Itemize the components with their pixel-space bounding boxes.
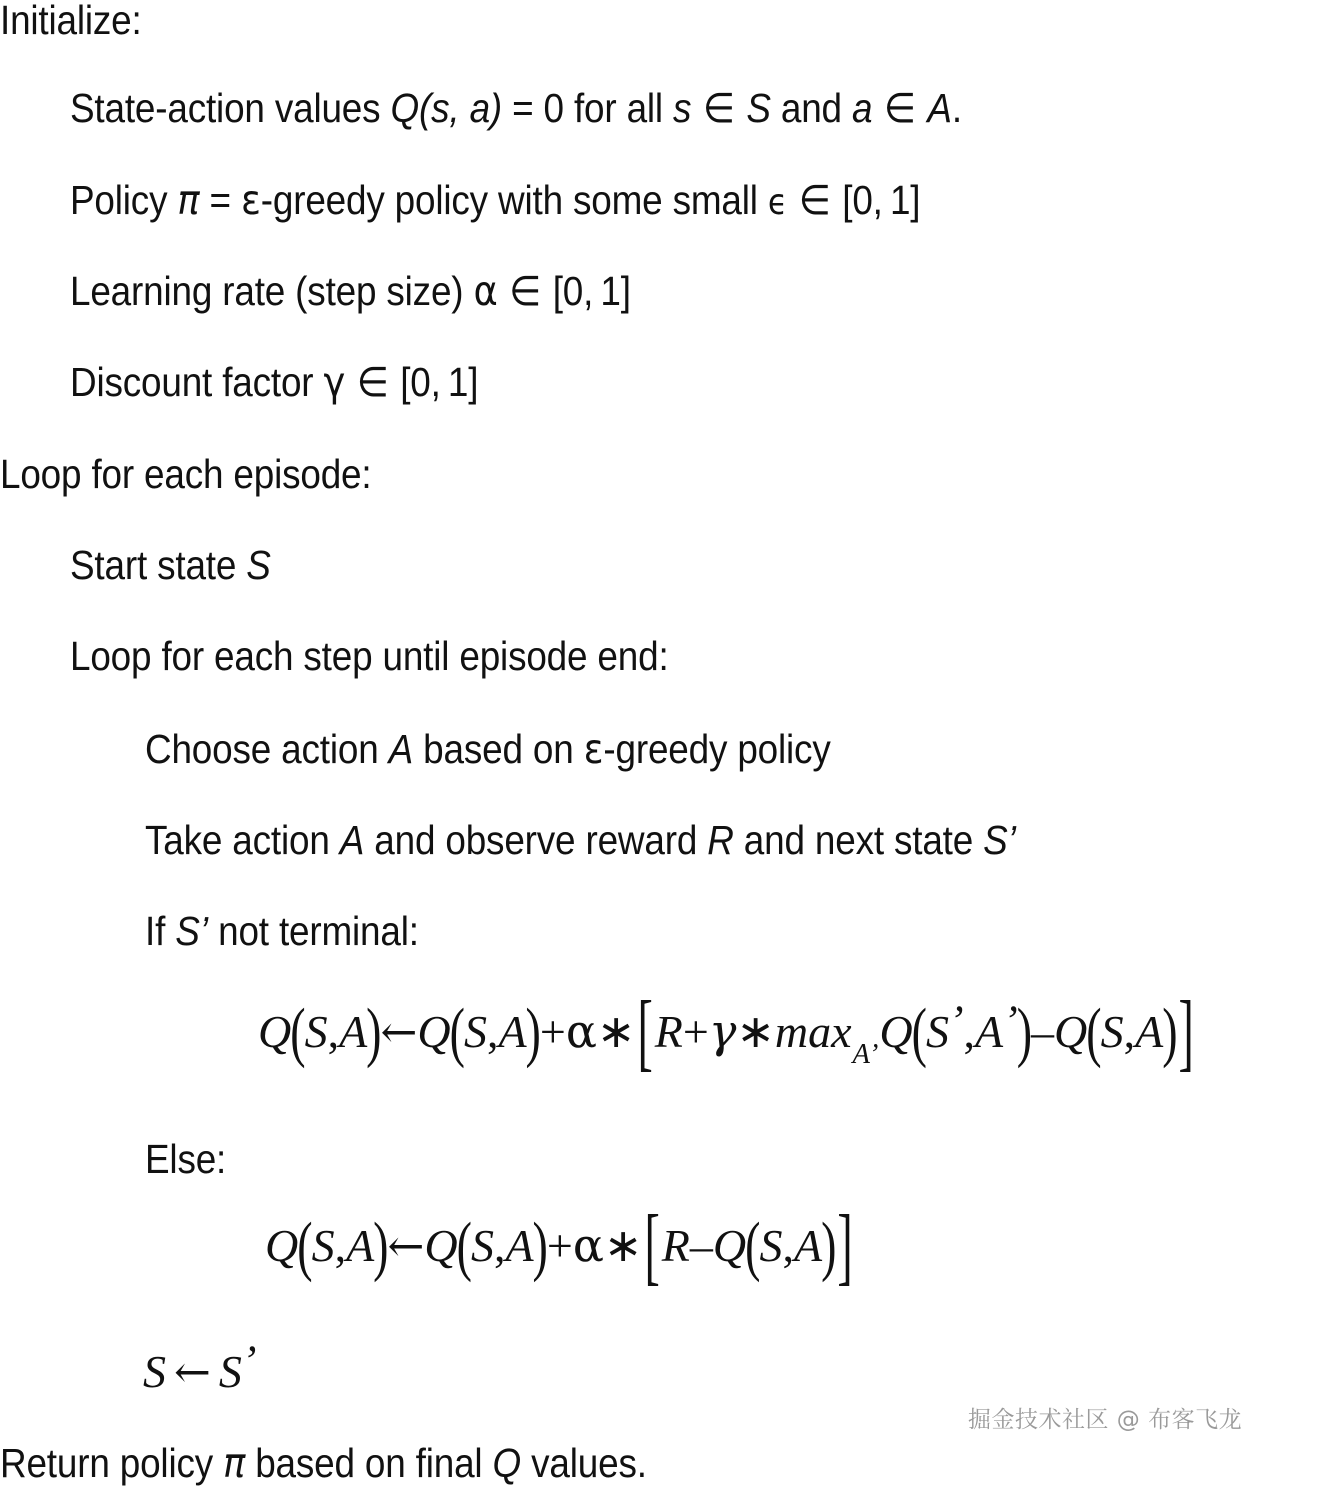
math-var-Q: Q <box>390 85 420 131</box>
text-fragment: based on final <box>245 1440 493 1486</box>
text-fragment: -greedy policy with some small <box>260 177 768 223</box>
math-var-s2: s <box>673 85 692 131</box>
text-fragment: -greedy policy <box>603 726 831 772</box>
left-arrow-icon: ← <box>174 1347 211 1399</box>
text-fragment: Policy <box>70 177 178 223</box>
asterisk-icon: ∗ <box>596 1006 636 1058</box>
bracket-open-icon: [ <box>644 1196 660 1294</box>
greek-varepsilon-icon: ε <box>240 176 261 224</box>
watermark-text: 掘金技术社区 @ 布客飞龙 <box>968 1407 1243 1433</box>
text-fragment: [0, 1] <box>552 268 631 314</box>
line-learning-rate <box>70 267 631 315</box>
text-fragment: State-action values <box>70 85 391 131</box>
text-fragment: = 0 for all <box>502 85 674 131</box>
line-start-state <box>70 542 271 588</box>
q-update-nonterminal-equation <box>258 982 1196 1080</box>
minus-icon: – <box>689 1220 713 1271</box>
text-fragment: Take action <box>145 817 340 863</box>
text-fragment: . <box>951 85 962 131</box>
element-of-icon: ∈ <box>872 84 928 132</box>
greek-gamma-icon: γ <box>323 358 346 406</box>
line-else-branch: Else: <box>145 1136 227 1182</box>
math-var-s: s <box>431 85 450 131</box>
eq-max-subscript: A’ <box>852 1038 879 1070</box>
eq-reward: R <box>661 1220 690 1271</box>
text-fragment: and observe reward <box>364 817 708 863</box>
math-next-state-S-prime: S’ <box>175 908 209 954</box>
math-paren-close: ) <box>489 85 503 131</box>
plus-icon: + <box>546 1220 573 1271</box>
eq-reward: R <box>654 1006 683 1058</box>
element-of-icon: ∈ <box>691 84 747 132</box>
text-fragment: If <box>145 908 176 954</box>
bracket-close-icon: ] <box>1178 982 1194 1080</box>
eq-max-operator: max <box>774 1006 852 1058</box>
text-fragment: [0, 1] <box>842 177 921 223</box>
text-fragment: Discount factor <box>70 359 324 405</box>
math-set-A: A <box>927 85 952 131</box>
line-loop-each-step: Loop for each step until episode end: <box>70 633 669 679</box>
text-fragment: Return policy <box>0 1440 224 1486</box>
text-fragment: = <box>199 177 241 223</box>
state-assignment-equation <box>143 1337 257 1399</box>
math-next-state-S-prime: S’ <box>983 817 1016 863</box>
text-fragment: and next state <box>733 817 984 863</box>
eq-rhs-state-prime: S’ <box>218 1337 257 1398</box>
line-loop-each-episode: Loop for each episode: <box>0 451 372 497</box>
eq-q-current: Q(S,A) <box>712 1208 837 1283</box>
left-arrow-icon: ← <box>387 1221 425 1272</box>
asterisk-icon: ∗ <box>603 1220 643 1271</box>
line-state-action-values <box>70 84 962 132</box>
eq-q-current: Q(S,A) <box>1054 994 1178 1069</box>
greek-pi-icon: π <box>177 176 200 224</box>
text-fragment: not terminal: <box>208 908 419 954</box>
math-Q-values: Q <box>492 1440 522 1486</box>
math-set-S: S <box>746 85 771 131</box>
plus-icon: + <box>682 1006 709 1058</box>
eq-lhs-state: S <box>143 1346 166 1398</box>
left-arrow-icon: ← <box>380 1007 418 1059</box>
math-paren-open: ( <box>419 85 432 131</box>
text-fragment: based on <box>413 726 584 772</box>
eq-lhs: Q(S,A) <box>258 994 382 1069</box>
math-action-A: A <box>388 726 414 772</box>
text-fragment: [0, 1] <box>400 359 479 405</box>
line-take-action <box>145 817 1016 863</box>
minus-icon: – <box>1031 1006 1055 1058</box>
greek-alpha-icon: α <box>572 1218 604 1272</box>
element-of-icon: ∈ <box>345 358 401 406</box>
math-reward-R: R <box>707 817 734 863</box>
plus-icon: + <box>539 1006 566 1058</box>
line-initialize-header: Initialize: <box>0 0 142 43</box>
eq-lhs: Q(S,A) <box>265 1208 389 1283</box>
eq-base: Q(S,A) <box>417 994 541 1069</box>
greek-alpha-icon: α <box>565 1004 597 1059</box>
math-var-a2: a <box>851 85 873 131</box>
text-fragment: Choose action <box>145 726 389 772</box>
text-fragment: Start state <box>70 542 247 588</box>
greek-pi-icon: π <box>223 1439 246 1487</box>
line-choose-action <box>145 725 831 773</box>
bracket-open-icon: [ <box>637 982 653 1080</box>
line-discount-factor <box>70 358 479 406</box>
greek-varepsilon-icon: ε <box>583 725 604 773</box>
line-policy-epsilon-greedy <box>70 176 921 224</box>
element-of-icon: ∈ <box>497 267 553 315</box>
asterisk-icon: ∗ <box>736 1006 775 1058</box>
line-return-policy <box>0 1439 647 1487</box>
bracket-close-icon: ] <box>837 1196 853 1294</box>
math-action-A: A <box>339 817 365 863</box>
greek-epsilon-icon: ϵ <box>767 182 788 223</box>
math-state-S: S <box>246 542 271 588</box>
math-var-a: a <box>459 85 490 131</box>
text-fragment: values. <box>521 1440 647 1486</box>
eq-base: Q(S,A) <box>424 1208 548 1283</box>
math-comma: , <box>449 85 460 131</box>
eq-q-next: Q(S’,A’) <box>879 994 1033 1069</box>
q-update-terminal-equation <box>265 1196 855 1294</box>
element-of-icon: ∈ <box>787 176 843 224</box>
line-if-not-terminal <box>145 908 419 954</box>
greek-gamma-icon: γ <box>708 1004 737 1059</box>
text-fragment: and <box>770 85 852 131</box>
greek-alpha-icon: α <box>473 267 498 315</box>
text-fragment: Learning rate (step size) <box>70 268 474 314</box>
